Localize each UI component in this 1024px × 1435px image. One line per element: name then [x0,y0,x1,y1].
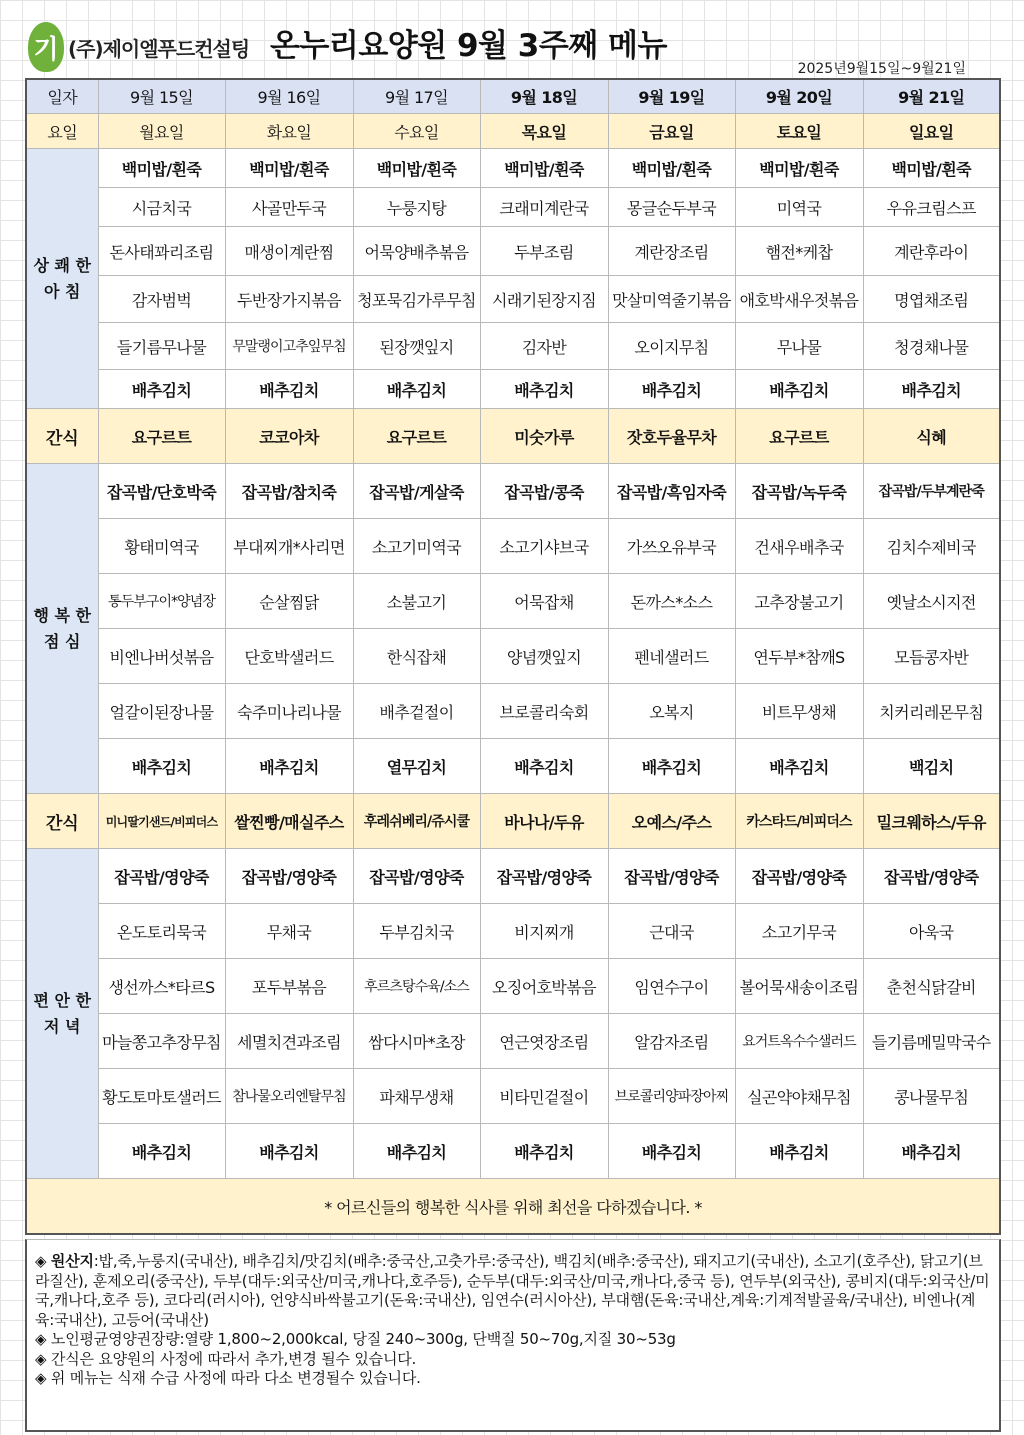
menu-item: 통두부구이*양념장 [98,574,225,629]
day-cell: 수요일 [353,114,480,149]
menu-item: 들기름메밀막국수 [863,1014,1000,1069]
menu-item: 부대찌개*사리면 [225,519,353,574]
menu-item: 청포묵김가루무침 [353,276,480,323]
menu-item: 미역국 [735,188,863,227]
snack-item: 요구르트 [353,409,480,464]
menu-item: 두부조림 [480,227,608,276]
note-line: ◈ 간식은 요양원의 사정에 따라서 추가,변경 될수 있습니다. [35,1349,417,1368]
snack2-row [26,794,1000,849]
company-logo [28,22,249,72]
breakfast-row [26,370,1000,409]
menu-item: 쌈다시마*초장 [353,1014,480,1069]
lunch-row [26,629,1000,684]
menu-item: 두반장가지볶음 [225,276,353,323]
menu-item: 청경채나물 [863,323,1000,370]
menu-item: 열무김치 [353,739,480,794]
origin-info [35,1252,991,1330]
menu-item: 양념깻잎지 [480,629,608,684]
menu-item: 배추김치 [225,1124,353,1179]
origin-notes [25,1239,1001,1432]
menu-item: 모듬콩자반 [863,629,1000,684]
menu-item: 생선까스*타르S [98,959,225,1014]
menu-item: 배추김치 [353,1124,480,1179]
snack-item: 오예스/주스 [608,794,735,849]
menu-item: 황태미역국 [98,519,225,574]
menu-item: 잡곡밥/영양죽 [353,849,480,904]
menu-item: 어묵양배추볶음 [353,227,480,276]
day-row [26,114,1000,149]
menu-item: 콩나물무침 [863,1069,1000,1124]
snack-item: 쌀찐빵/매실주스 [225,794,353,849]
menu-item: 치커리레몬무침 [863,684,1000,739]
day-cell: 토요일 [735,114,863,149]
menu-item: 연두부*참깨S [735,629,863,684]
menu-item: 마늘쫑고추장무침 [98,1014,225,1069]
menu-item: 세멸치견과조림 [225,1014,353,1069]
menu-item: 감자범벅 [98,276,225,323]
menu-item: 백미밥/흰죽 [480,149,608,188]
origin-marker: ◈ [35,1252,51,1270]
snack-item: 요구르트 [735,409,863,464]
menu-item: 배추김치 [480,739,608,794]
menu-item: 잡곡밥/영양죽 [863,849,1000,904]
menu-item: 잡곡밥/게살죽 [353,464,480,519]
menu-item: 배추김치 [98,739,225,794]
menu-item: 잡곡밥/영양죽 [735,849,863,904]
menu-item: 김치수제비국 [863,519,1000,574]
menu-item: 배추김치 [735,1124,863,1179]
menu-item: 배추김치 [98,370,225,409]
menu-item: 시래기된장지짐 [480,276,608,323]
menu-item: 황도토마토샐러드 [98,1069,225,1124]
note-line: ◈ 위 메뉴는 식재 수급 사정에 따라 다소 변경될수 있습니다. [35,1369,421,1387]
dinner-row [26,959,1000,1014]
page-title: 온누리요양원 9월 3주째 메뉴 [270,28,667,64]
menu-item: 숙주미나리나물 [225,684,353,739]
date-cell: 9월 20일 [735,79,863,114]
menu-item: 배추김치 [480,1124,608,1179]
menu-item: 잡곡밥/두부계란죽 [863,464,1000,519]
menu-item: 오징어호박볶음 [480,959,608,1014]
menu-item: 잡곡밥/흑임자죽 [608,464,735,519]
day-label: 요일 [26,114,98,149]
menu-item: 아욱국 [863,904,1000,959]
menu-item: 잡곡밥/영양죽 [480,849,608,904]
menu-item: 브로콜리양파장아찌 [608,1069,735,1124]
menu-item: 백미밥/흰죽 [735,149,863,188]
lunch-label: 행 복 한 점 심 [26,464,98,794]
menu-item: 펜네샐러드 [608,629,735,684]
menu-item: 가쓰오유부국 [608,519,735,574]
date-cell: 9월 18일 [480,79,608,114]
snack-item: 후레쉬베리/쥬시쿨 [353,794,480,849]
menu-item: 배추김치 [608,1124,735,1179]
day-cell: 금요일 [608,114,735,149]
menu-item: 김자반 [480,323,608,370]
dinner-row [26,1014,1000,1069]
closing-note: * 어르신들의 행복한 식사를 위해 최선을 다하겠습니다. * [26,1179,1000,1235]
menu-item: 백미밥/흰죽 [863,149,1000,188]
breakfast-row [26,149,1000,188]
lunch-row [26,519,1000,574]
menu-item: 매생이계란찜 [225,227,353,276]
company-name: (주)제이엘푸드컨설팅 [68,36,250,61]
breakfast-row [26,188,1000,227]
menu-item: 백미밥/흰죽 [353,149,480,188]
menu-item: 백김치 [863,739,1000,794]
menu-item: 돈까스*소스 [608,574,735,629]
menu-item: 잡곡밥/영양죽 [608,849,735,904]
menu-item: 들기름무나물 [98,323,225,370]
menu-item: 된장깻잎지 [353,323,480,370]
menu-item: 건새우배추국 [735,519,863,574]
menu-item: 연근엿장조림 [480,1014,608,1069]
day-cell: 월요일 [98,114,225,149]
lunch-row [26,464,1000,519]
date-cell: 9월 16일 [225,79,353,114]
menu-item: 사골만두국 [225,188,353,227]
menu-item: 돈사태꽈리조림 [98,227,225,276]
menu-item: 배추김치 [353,370,480,409]
snack-item: 카스타드/비피더스 [735,794,863,849]
menu-item: 무채국 [225,904,353,959]
menu-item: 백미밥/흰죽 [225,149,353,188]
date-cell: 9월 19일 [608,79,735,114]
menu-item: 온도토리묵국 [98,904,225,959]
snack-item: 바나나/두유 [480,794,608,849]
snack-item: 미숫가루 [480,409,608,464]
lunch-row [26,684,1000,739]
date-cell: 9월 15일 [98,79,225,114]
menu-item: 계란장조림 [608,227,735,276]
date-row [26,79,1000,114]
breakfast-row [26,323,1000,370]
menu-item: 배추김치 [608,739,735,794]
menu-item: 백미밥/흰죽 [98,149,225,188]
snack-item: 코코아차 [225,409,353,464]
menu-item: 포두부볶음 [225,959,353,1014]
note-row [26,1179,1000,1235]
dinner-row [26,1124,1000,1179]
menu-item: 배추김치 [863,370,1000,409]
day-cell: 목요일 [480,114,608,149]
note-line: ◈ 노인평균영양권장량:열량 1,800~2,000kcal, 당질 240~300g, 단백질 50~70g,지질 30~53g [35,1330,676,1348]
menu-item: 참나물오리엔탈무침 [225,1069,353,1124]
day-cell: 일요일 [863,114,1000,149]
menu-item: 잡곡밥/영양죽 [98,849,225,904]
menu-item: 백미밥/흰죽 [608,149,735,188]
menu-item: 잡곡밥/참치죽 [225,464,353,519]
menu-item: 우유크림스프 [863,188,1000,227]
logo-mark: 기 [28,22,64,72]
lunch-row [26,574,1000,629]
menu-item: 명엽채조림 [863,276,1000,323]
menu-item: 누룽지탕 [353,188,480,227]
menu-item: 알감자조림 [608,1014,735,1069]
menu-item: 근대국 [608,904,735,959]
date-label: 일자 [26,79,98,114]
menu-item: 배추김치 [863,1124,1000,1179]
menu-item: 시금치국 [98,188,225,227]
snack-item: 요구르트 [98,409,225,464]
snack2-label: 간식 [26,794,98,849]
snack-item: 식혜 [863,409,1000,464]
menu-item: 두부김치국 [353,904,480,959]
breakfast-row [26,227,1000,276]
menu-item: 무나물 [735,323,863,370]
dinner-row [26,849,1000,904]
menu-item: 비지찌개 [480,904,608,959]
menu-item: 소고기무국 [735,904,863,959]
menu-item: 배추겉절이 [353,684,480,739]
menu-item: 배추김치 [225,739,353,794]
menu-item: 배추김치 [480,370,608,409]
menu-item: 햄전*케찹 [735,227,863,276]
menu-item: 무말랭이고추잎무침 [225,323,353,370]
menu-item: 소고기샤브국 [480,519,608,574]
menu-item: 소고기미역국 [353,519,480,574]
menu-item: 잡곡밥/녹두죽 [735,464,863,519]
breakfast-label: 상 쾌 한 아 침 [26,149,98,409]
menu-period: 2025년9월15일~9월21일 [797,61,966,77]
menu-item: 파채무생채 [353,1069,480,1124]
menu-item: 오이지무침 [608,323,735,370]
menu-item: 고추장불고기 [735,574,863,629]
date-cell: 9월 17일 [353,79,480,114]
menu-item: 오복지 [608,684,735,739]
dinner-label: 편 안 한 저 녁 [26,849,98,1179]
menu-item: 비엔나버섯볶음 [98,629,225,684]
day-cell: 화요일 [225,114,353,149]
menu-item: 배추김치 [98,1124,225,1179]
weekly-menu-table [25,78,1001,1235]
menu-item: 계란후라이 [863,227,1000,276]
snack-item: 잣호두율무차 [608,409,735,464]
snack1-label: 간식 [26,409,98,464]
menu-item: 몽글순두부국 [608,188,735,227]
menu-item: 브로콜리숙회 [480,684,608,739]
menu-item: 잡곡밥/콩죽 [480,464,608,519]
menu-item: 배추김치 [608,370,735,409]
dinner-row [26,904,1000,959]
page-header [0,0,1024,78]
menu-item: 어묵잡채 [480,574,608,629]
snack-item: 미니딸기샌드/비피더스 [98,794,225,849]
menu-item: 맛살미역줄기볶음 [608,276,735,323]
menu-item: 춘천식닭갈비 [863,959,1000,1014]
snack1-row [26,409,1000,464]
menu-item: 볼어묵새송이조림 [735,959,863,1014]
date-cell: 9월 21일 [863,79,1000,114]
menu-item: 순살찜닭 [225,574,353,629]
menu-item: 한식잡채 [353,629,480,684]
menu-item: 배추김치 [735,370,863,409]
menu-item: 단호박샐러드 [225,629,353,684]
menu-item: 옛날소시지전 [863,574,1000,629]
lunch-row [26,739,1000,794]
origin-text: :밥,죽,누룽지(국내산), 배추김치/맛김치(배추:중국산,고춧가루:중국산), 백김치(배추:중국산), 돼지고기(국내산), 소고기(호주산), 닭고기(브라질산), 훈제오리(중국산), 두부(대두:외국산/미국,캐나다,호주등), 순두부(대두:외국산/미국,캐나다,중국 등), 연두부(외국산), 콩비지(대두:외국산/미국,캐나다,호주 등), 코다리(러시아), 언양식바싹불고기(돈육:국내산), 임연수(러시아산), 부대햄(돈육:국내산,계육:기계적발골육/국내산), 비엔나(계육:국내산), 고등어(국내산) [35,1252,990,1329]
menu-item: 크래미계란국 [480,188,608,227]
menu-item: 후르츠탕수육/소스 [353,959,480,1014]
dinner-row [26,1069,1000,1124]
breakfast-row [26,276,1000,323]
menu-item: 비트무생채 [735,684,863,739]
origin-lead: 원산지 [50,1252,94,1270]
menu-item: 애호박새우젓볶음 [735,276,863,323]
menu-item: 요거트옥수수샐러드 [735,1014,863,1069]
menu-item: 소불고기 [353,574,480,629]
menu-item: 비타민겉절이 [480,1069,608,1124]
menu-item: 실곤약야채무침 [735,1069,863,1124]
menu-item: 잡곡밥/단호박죽 [98,464,225,519]
menu-item: 배추김치 [225,370,353,409]
menu-item: 잡곡밥/영양죽 [225,849,353,904]
menu-item: 얼갈이된장나물 [98,684,225,739]
snack-item: 밀크웨하스/두유 [863,794,1000,849]
menu-item: 임연수구이 [608,959,735,1014]
menu-item: 배추김치 [735,739,863,794]
